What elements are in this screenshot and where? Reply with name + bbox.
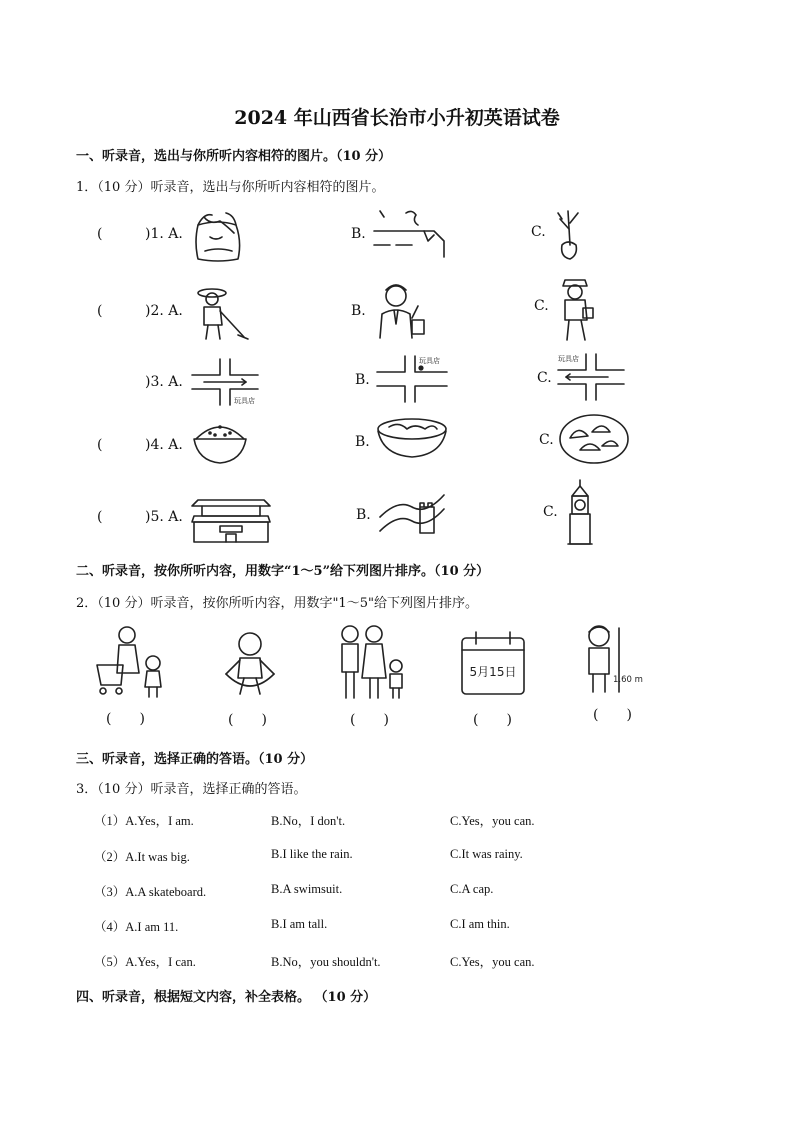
answer-paren: ( xyxy=(97,437,103,453)
option-c[interactable]: C.It was rainy. xyxy=(450,847,523,861)
sweeping-farmer-picture xyxy=(190,283,248,343)
order-blank[interactable]: ( ) xyxy=(473,712,512,728)
section3-heading: 三、听录音，选择正确的答语。（10 分） xyxy=(76,752,314,767)
calendar-picture xyxy=(460,630,526,696)
rice-bowl-picture xyxy=(190,415,250,467)
map-c-picture xyxy=(556,352,626,402)
option-c[interactable]: C.Yes，you can. xyxy=(450,955,535,969)
row3-label: )3. A. xyxy=(145,374,183,390)
map-label-b: 玩具店 xyxy=(419,357,440,365)
option-c[interactable]: C.A cap. xyxy=(450,882,494,896)
row4-label: )4. A. xyxy=(145,437,183,453)
question2-text: 2．（10 分）听录音，按你所听内容，用数字"1～5"给下列图片排序。 xyxy=(76,596,478,611)
option-a[interactable]: （2）A.It was big. xyxy=(94,850,190,864)
map-a-picture xyxy=(190,357,260,407)
row1-label: )1. A. xyxy=(145,226,183,242)
postman-picture xyxy=(555,272,597,344)
row5-c-label: C. xyxy=(543,504,558,520)
question1-text: 1．（10 分）听录音，选出与你所听内容相符的图片。 xyxy=(76,180,385,195)
section4-heading: 四、听录音，根据短文内容，补全表格。 （10 分） xyxy=(76,990,377,1005)
map-b-picture xyxy=(375,354,450,404)
row1-c-label: C. xyxy=(531,224,546,240)
option-c[interactable]: C.I am thin. xyxy=(450,917,510,931)
question3-text: 3．（10 分）听录音，选择正确的答语。 xyxy=(76,782,307,797)
section2-heading: 二、听录音，按你所听内容，用数字“1～5”给下列图片排序。（10 分） xyxy=(76,564,490,579)
option-a[interactable]: （4）A.I am 11. xyxy=(94,920,179,934)
page-title: 2024 年山西省长治市小升初英语试卷 xyxy=(234,107,560,129)
row2-b-label: B. xyxy=(351,303,366,319)
tall-boy-picture xyxy=(583,624,653,696)
row1-b-label: B. xyxy=(351,226,366,242)
broken-branch-picture xyxy=(372,205,450,257)
order-blank[interactable]: ( ) xyxy=(228,712,267,728)
great-wall-picture xyxy=(378,487,446,539)
twig-hand-picture xyxy=(548,205,588,263)
map-label-c: 玩具店 xyxy=(558,355,579,363)
child-skipping-picture xyxy=(222,630,278,698)
order-blank[interactable]: ( ) xyxy=(350,712,389,728)
height-label: 1.60 m xyxy=(613,675,643,685)
row2-label: )2. A. xyxy=(145,303,183,319)
option-c[interactable]: C.Yes，you can. xyxy=(450,814,535,828)
row5-label: )5. A. xyxy=(145,509,183,525)
calendar-date: 5月15日 xyxy=(469,665,517,679)
option-a[interactable]: （1）A.Yes，I am. xyxy=(94,814,194,828)
option-b[interactable]: B.No，you shouldn't. xyxy=(271,955,381,969)
big-ben-picture xyxy=(562,478,598,548)
section1-heading: 一、听录音，选出与你所听内容相符的图片。（10 分） xyxy=(76,149,392,164)
row4-c-label: C. xyxy=(539,432,554,448)
option-a[interactable]: （5）A.Yes，I can. xyxy=(94,955,196,969)
order-blank[interactable]: ( ) xyxy=(106,711,145,727)
option-b[interactable]: B.A swimsuit. xyxy=(271,882,343,896)
noodle-bowl-picture xyxy=(375,415,450,463)
option-b[interactable]: B.No，I don't. xyxy=(271,814,346,828)
row4-b-label: B. xyxy=(355,434,370,450)
option-b[interactable]: B.I am tall. xyxy=(271,917,328,931)
answer-paren: ( xyxy=(97,509,103,525)
dumplings-picture xyxy=(558,412,630,466)
answer-paren: ( xyxy=(97,226,103,242)
map-label-a: 玩具店 xyxy=(234,397,255,405)
row2-c-label: C. xyxy=(534,298,549,314)
row3-b-label: B. xyxy=(355,372,370,388)
option-b[interactable]: B.I like the rain. xyxy=(271,847,353,861)
order-blank[interactable]: ( ) xyxy=(593,707,632,723)
answer-paren: ( xyxy=(97,303,103,319)
row3-c-label: C. xyxy=(537,370,552,386)
shopping-family-picture xyxy=(95,625,167,699)
option-a[interactable]: （3）A.A skateboard. xyxy=(94,885,207,899)
row5-b-label: B. xyxy=(356,507,371,523)
sack-picture xyxy=(190,207,245,263)
businessman-picture xyxy=(372,280,430,342)
family-picture xyxy=(334,624,408,702)
tiananmen-picture xyxy=(190,490,272,546)
